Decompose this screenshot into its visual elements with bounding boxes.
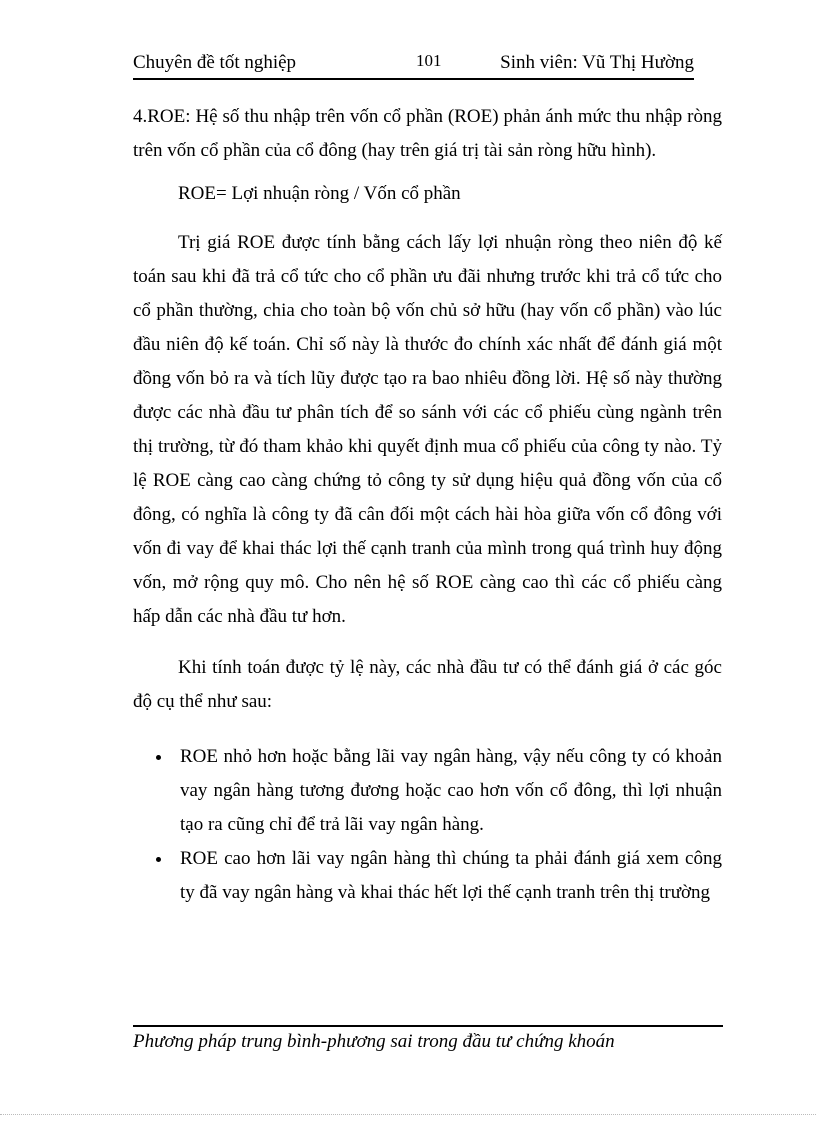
- roe-formula: ROE= Lợi nhuận ròng / Vốn cổ phần: [178, 183, 461, 204]
- roe-explanation-paragraph: Trị giá ROE được tính bằng cách lấy lợi nhuận ròng theo niên độ kế toán sau khi đã trả cổ tức cho cổ phần ưu đãi nhưng trước khi trả cổ tức cho cổ phần thường, chia cho toàn bộ vốn chủ sở hữu (hay vốn cổ phần) vào lúc đầu niên độ kế toán. Chỉ số này là thước đo chính xác nhất để đánh giá một đồng vốn bỏ ra và tích lũy được tạo ra bao nhiêu đồng lời. Hệ số này thường được các nhà đầu tư phân tích để so sánh với các cổ phiếu cùng ngành trên thị trường, từ đó tham khảo khi quyết định mua cổ phiếu của công ty nào. Tỷ lệ ROE càng cao càng chứng tỏ công ty sử dụng hiệu quả đồng vốn của cổ đông, có nghĩa là công ty đã cân đối một cách hài hòa giữa vốn cổ đông với vốn đi vay để khai thác lợi thế cạnh tranh của mình trong quá trình huy động vốn, mở rộng quy mô. Cho nên hệ số ROE càng cao thì các cổ phiếu càng hấp dẫn các nhà đầu tư hơn.: [133, 232, 722, 627]
- header-document-title: Chuyên đề tốt nghiệp: [133, 52, 297, 73]
- footer-divider: [133, 1025, 723, 1027]
- page-body: [133, 100, 722, 910]
- evaluation-bullet-list: [133, 740, 722, 910]
- list-item: [133, 740, 722, 842]
- list-item-text: ROE nhỏ hơn hoặc bằng lãi vay ngân hàng, vậy nếu công ty có khoản vay ngân hàng tương đương hoặc cao hơn vốn cổ đông, thì lợi nhuận tạo ra cũng chỉ để trả lãi vay ngân hàng.: [180, 746, 722, 835]
- bullet-icon: [156, 857, 161, 862]
- list-item-text: ROE cao hơn lãi vay ngân hàng thì chúng ta phải đánh giá xem công ty đã vay ngân hàng và khai thác hết lợi thế cạnh tranh trên thị trường: [180, 848, 722, 903]
- evaluation-intro-paragraph: Khi tính toán được tỷ lệ này, các nhà đầu tư có thể đánh giá ở các góc độ cụ thể như sau:: [133, 657, 722, 712]
- list-item: [133, 842, 722, 910]
- header-student-name: Sinh viên: Vũ Thị Hường: [500, 52, 694, 73]
- bullet-icon: [156, 755, 161, 760]
- page-header: [133, 50, 694, 80]
- footer-title: Phương pháp trung bình-phương sai trong đầu tư chứng khoán: [133, 1031, 615, 1052]
- page-bottom-edge: [0, 1114, 816, 1115]
- page-number: 101: [416, 51, 442, 70]
- roe-definition-paragraph: 4.ROE: Hệ số thu nhập trên vốn cổ phần (ROE) phản ánh mức thu nhập ròng trên vốn cổ phần của cổ đông (hay trên giá trị tài sản ròng hữu hình).: [133, 106, 722, 161]
